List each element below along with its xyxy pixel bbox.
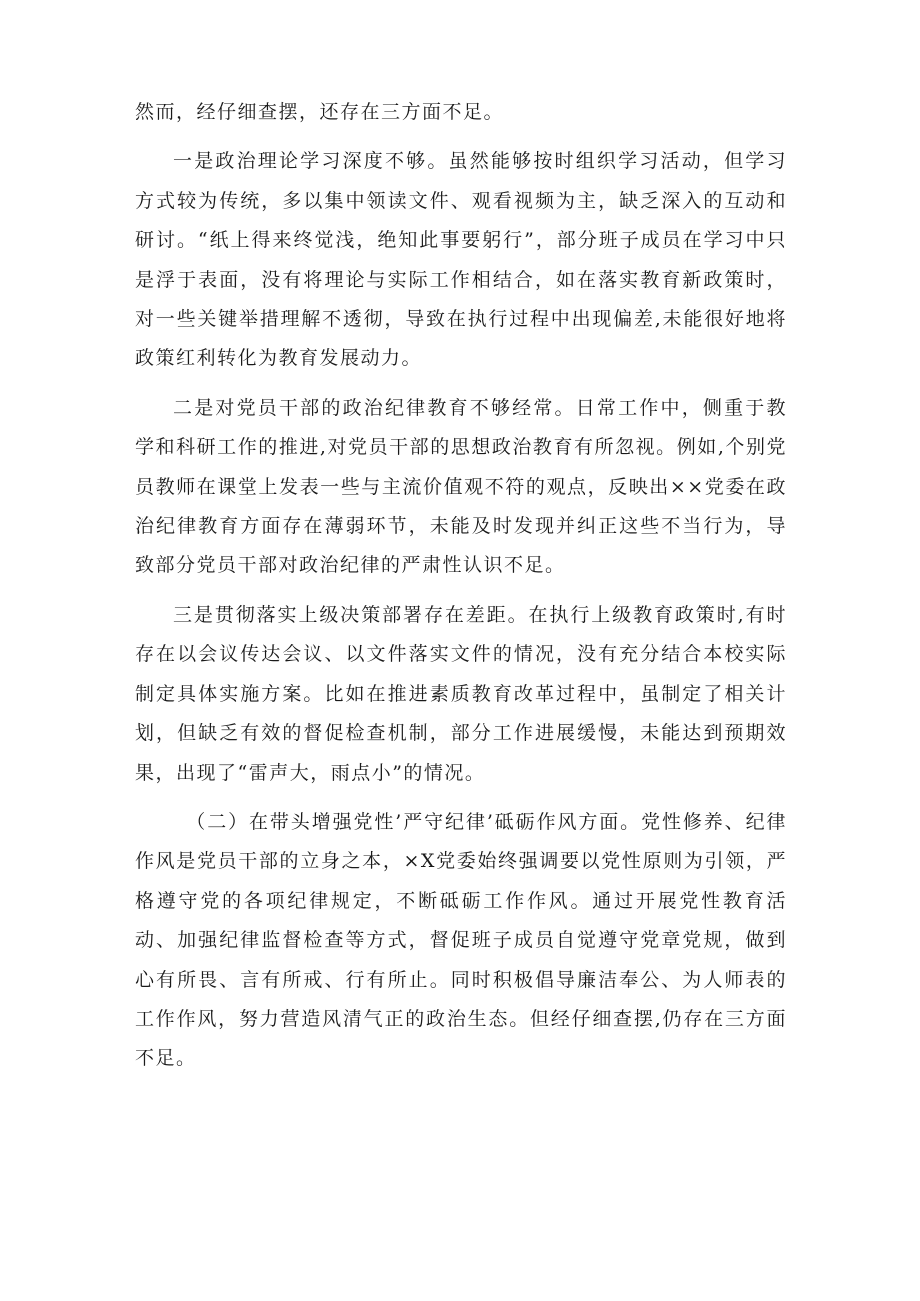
paragraph-point-three: 三是贯彻落实上级决策部署存在差距。在执行上级教育政策时,有时存在以会议传达会议、以文件落实文件的情况，没有充分结合本校实际制定具体实施方案。比如在推进素质教育改革过程中，虽制定了相关计划，但缺乏有效的督促检查机制，部分工作进展缓慢，未能达到预期效果，出现了“雷声大，雨点小”的情况。 <box>135 603 787 784</box>
document-body <box>135 93 787 1079</box>
paragraph-section-two: （二）在带头增强党性’严守纪律’砥砺作风方面。党性修养、纪律作风是党员干部的立身之本，×X党委始终强调要以党性原则为引领，严格遵守党的各项纪律规定，不断砥砺工作作风。通过开展党性教育活动、加强纪律监督检查等方式，督促班子成员自觉遵守党章党规，做到心有所畏、言有所戒、行有所止。同时积极倡导廉洁奉公、为人师表的工作作风，努力营造风清气正的政治生态。但经仔细查摆,仍存在三方面不足。 <box>135 810 787 1070</box>
paragraph-intro: 然而，经仔细查摆，还存在三方面不足。 <box>135 101 505 123</box>
paragraph-point-one: 一是政治理论学习深度不够。虽然能够按时组织学习活动，但学习方式较为传统，多以集中领读文件、观看视频为主，缺乏深入的互动和研讨。“纸上得来终觉浅，绝知此事要躬行”，部分班子成员在学习中只是浮于表面，没有将理论与实际工作相结合，如在落实教育新政策时，对一些关键举措理解不透彻，导致在执行过程中出现偏差,未能很好地将政策红利转化为教育发展动力。 <box>135 150 787 370</box>
paragraph-point-two: 二是对党员干部的政治纪律教育不够经常。日常工作中，侧重于教学和科研工作的推进,对党员干部的思想政治教育有所忽视。例如,个别党员教师在课堂上发表一些与主流价值观不符的观点，反映出××党委在政治纪律教育方面存在薄弱环节，未能及时发现并纠正这些不当行为，导致部分党员干部对政治纪律的严肃性认识不足。 <box>135 396 787 577</box>
